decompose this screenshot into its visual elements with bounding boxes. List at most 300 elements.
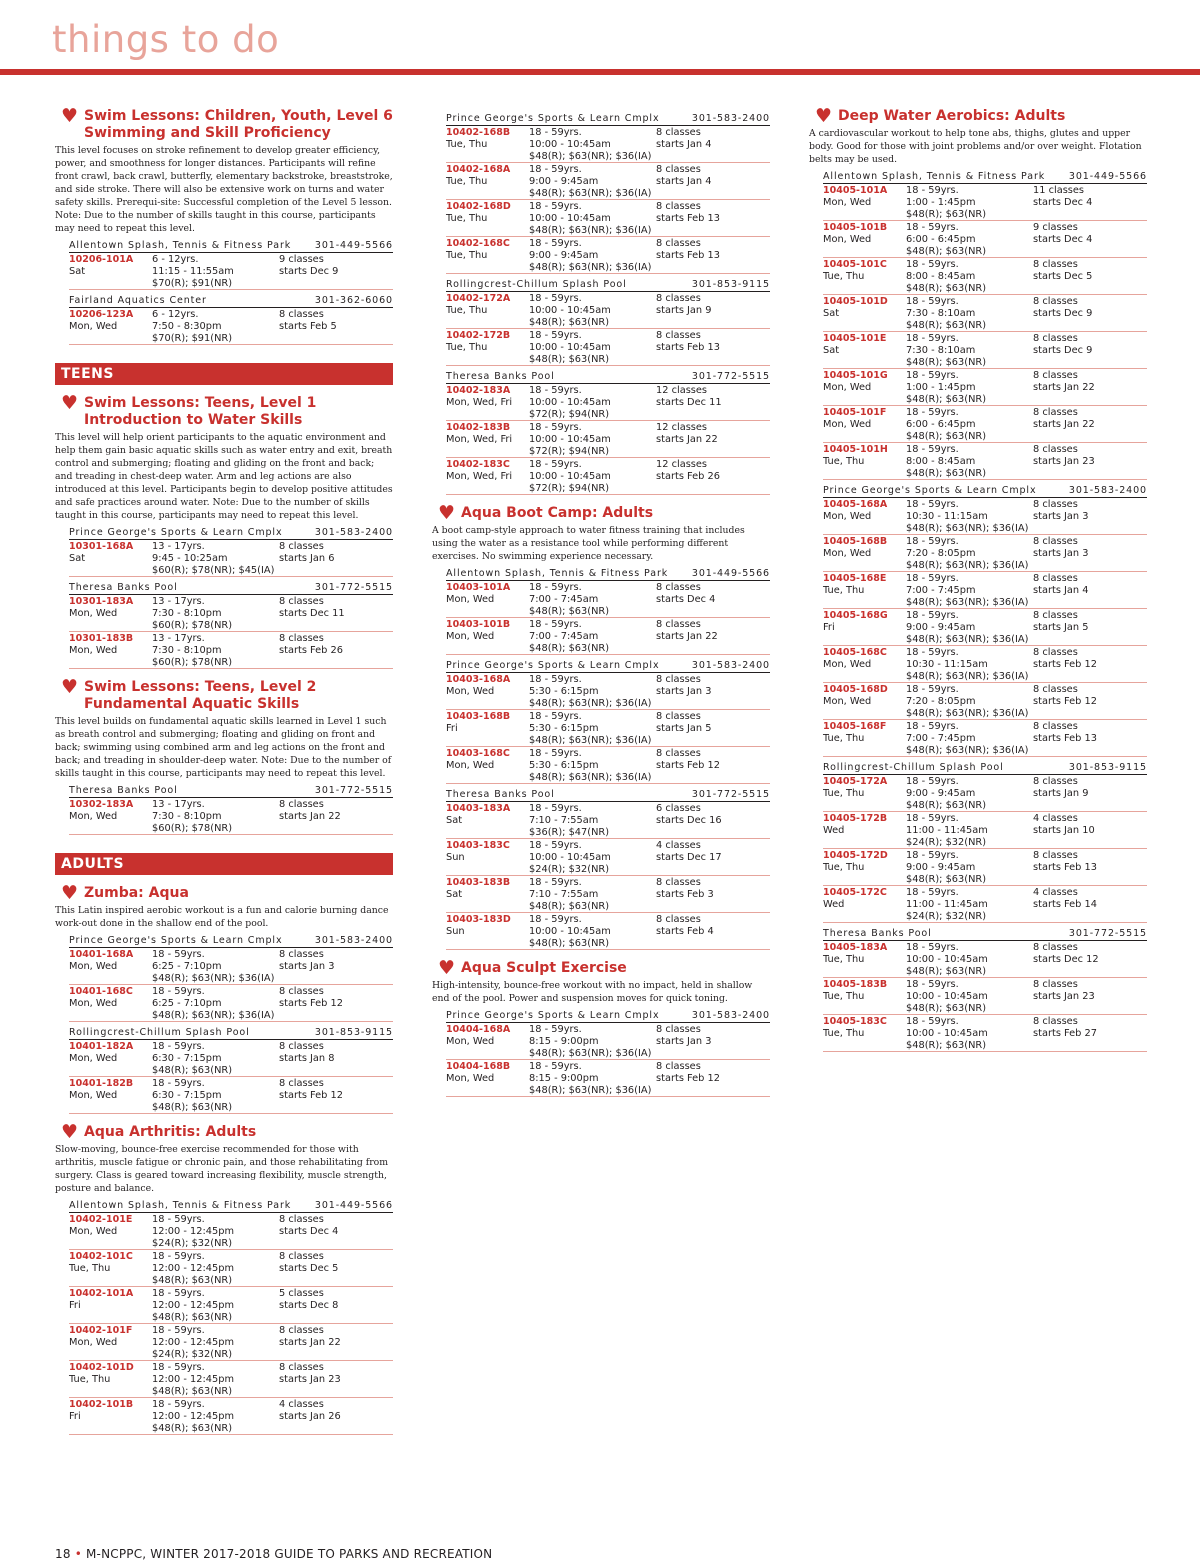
heart-icon: ♥ <box>438 502 456 524</box>
class-fee: $48(R); $63(NR); $36(IA) <box>529 225 652 236</box>
class-fee: $48(R); $63(NR); $36(IA) <box>529 735 652 746</box>
class-count: 8 classes <box>279 1214 324 1225</box>
class-count: 8 classes <box>656 914 701 925</box>
class-fee: $72(R); $94(NR) <box>529 446 610 457</box>
class-start: starts Dec 4 <box>279 1226 339 1237</box>
course-block <box>55 105 393 345</box>
class-fee: $48(R); $63(NR); $36(IA) <box>906 523 1029 534</box>
class-row <box>823 443 1147 480</box>
course-description: High-intensity, bounce-free workout with no impact, held in shallow end of the pool. Power and suspension moves for quick toning. <box>432 980 753 1004</box>
class-code[interactable]: 10402-168C <box>446 238 510 249</box>
class-code[interactable]: 10405-183A <box>823 942 888 953</box>
class-fee: $48(R); $63(NR) <box>152 1275 233 1286</box>
class-row <box>69 253 393 290</box>
class-code[interactable]: 10403-168A <box>446 674 511 685</box>
course-description: A boot camp-style approach to water fitness training that includes using the water as a resistance tool while performing different exercises. No swimming experience necessary. <box>432 525 745 562</box>
class-code[interactable]: 10405-101C <box>823 259 887 270</box>
class-time: 8:15 - 9:00pm <box>529 1036 599 1047</box>
class-days: Mon, Wed <box>823 382 872 393</box>
class-time: 12:00 - 12:45pm <box>152 1226 234 1237</box>
class-time: 1:00 - 1:45pm <box>906 382 976 393</box>
class-code[interactable]: 10301-183B <box>69 633 134 644</box>
location-name: Fairland Aquatics Center <box>69 295 207 306</box>
class-start: starts Feb 26 <box>279 645 343 656</box>
location-phone: 301-449-5566 <box>1068 171 1147 182</box>
class-time: 10:00 - 10:45am <box>906 991 988 1002</box>
class-time: 7:00 - 7:45pm <box>906 733 976 744</box>
course-description: This level will help orient participants to the aquatic environment and help them gain basic aquatic skills such as water entry and exit, breath control and submerging; floating and gliding on the front and back; and treading in chest-deep water. Arm and leg actions are also introduced at this level. Participants begin to develop positive attitudes and safe practices around water. Note: Due to the number of skills taught in this course, participants may need to repeat this level. <box>55 432 393 521</box>
class-time: 6:30 - 7:15pm <box>152 1053 222 1064</box>
class-start: starts Jan 23 <box>1033 991 1095 1002</box>
heart-icon: ♥ <box>61 882 79 904</box>
class-code[interactable]: 10403-168C <box>446 748 510 759</box>
location-phone: 301-583-2400 <box>691 1010 770 1021</box>
section-banner: ADULTS <box>55 853 393 875</box>
class-start: starts Dec 11 <box>279 608 345 619</box>
class-count: 8 classes <box>656 293 701 304</box>
class-fee: $48(R); $63(NR); $36(IA) <box>906 708 1029 719</box>
class-count: 4 classes <box>656 840 701 851</box>
class-start: starts Jan 22 <box>656 631 718 642</box>
class-days: Mon, Wed <box>446 594 495 605</box>
class-code[interactable]: 10401-182B <box>69 1078 134 1089</box>
class-row <box>446 1060 770 1097</box>
class-time: 7:30 - 8:10am <box>906 308 976 319</box>
class-code[interactable]: 10405-172C <box>823 887 887 898</box>
class-code[interactable]: 10405-101D <box>823 296 888 307</box>
class-days: Tue, Thu <box>823 1028 865 1039</box>
course-block <box>55 882 393 1114</box>
class-fee: $70(R); $91(NR) <box>152 278 233 289</box>
class-age: 18 - 59yrs. <box>529 238 582 249</box>
class-age: 18 - 59yrs. <box>529 877 582 888</box>
class-code[interactable]: 10405-101E <box>823 333 887 344</box>
class-age: 13 - 17yrs. <box>152 633 205 644</box>
class-row <box>446 384 770 421</box>
class-code[interactable]: 10302-183A <box>69 799 134 810</box>
location-header <box>823 760 1147 775</box>
class-age: 18 - 59yrs. <box>906 850 959 861</box>
class-days: Mon, Wed <box>69 998 118 1009</box>
class-row <box>823 221 1147 258</box>
class-count: 9 classes <box>279 254 324 265</box>
class-code[interactable]: 10405-183C <box>823 1016 887 1027</box>
location-header <box>69 1025 393 1040</box>
class-age: 18 - 59yrs. <box>152 1362 205 1373</box>
class-row <box>823 941 1147 978</box>
class-count: 8 classes <box>1033 573 1078 584</box>
class-count: 8 classes <box>1033 499 1078 510</box>
class-age: 18 - 59yrs. <box>906 1016 959 1027</box>
class-time: 5:30 - 6:15pm <box>529 686 599 697</box>
class-start: starts Feb 3 <box>656 889 714 900</box>
class-days: Sat <box>823 345 840 356</box>
class-start: starts Jan 3 <box>279 961 335 972</box>
class-days: Sat <box>69 553 86 564</box>
class-count: 4 classes <box>1033 813 1078 824</box>
class-start: starts Dec 4 <box>656 594 716 605</box>
course-description: Slow-moving, bounce-free exercise recommended for those with arthritis, muscle fatigue or chronic pain, and those rehabilitating from surgery. Class is geared toward increasing flexibility, muscle strength, posture and balance. <box>55 1144 389 1194</box>
class-fee: $48(R); $63(NR) <box>906 1003 987 1014</box>
class-code[interactable]: 10403-101B <box>446 619 511 630</box>
class-age: 18 - 59yrs. <box>152 1288 205 1299</box>
class-code[interactable]: 10405-168D <box>823 684 888 695</box>
location-name: Allentown Splash, Tennis & Fitness Park <box>823 171 1046 182</box>
class-code[interactable]: 10402-101B <box>69 1399 134 1410</box>
location-name: Rollingcrest-Chillum Splash Pool <box>823 762 1004 773</box>
class-count: 8 classes <box>1033 333 1078 344</box>
class-age: 18 - 59yrs. <box>529 385 582 396</box>
class-fee: $24(R); $32(NR) <box>906 911 987 922</box>
class-code[interactable]: 10403-168B <box>446 711 511 722</box>
class-fee: $48(R); $63(NR); $36(IA) <box>906 597 1029 608</box>
class-count: 5 classes <box>279 1288 324 1299</box>
heart-icon: ♥ <box>61 105 79 127</box>
class-age: 18 - 59yrs. <box>906 370 959 381</box>
class-fee: $60(R); $78(NR) <box>152 823 233 834</box>
location-header <box>446 277 770 292</box>
class-days: Sun <box>446 852 465 863</box>
class-start: starts Jan 23 <box>279 1374 341 1385</box>
class-row <box>69 1250 393 1287</box>
location-phone: 301-772-5515 <box>691 789 770 800</box>
class-age: 18 - 59yrs. <box>906 333 959 344</box>
class-fee: $60(R); $78(NR) <box>152 620 233 631</box>
class-count: 8 classes <box>1033 370 1078 381</box>
location-name: Allentown Splash, Tennis & Fitness Park <box>69 1200 292 1211</box>
class-row <box>823 978 1147 1015</box>
course-title-text: Aqua Boot Camp: Adults <box>461 505 654 521</box>
page-number: 18 <box>55 1547 71 1561</box>
class-count: 8 classes <box>279 1251 324 1262</box>
class-code[interactable]: 10402-183B <box>446 422 511 433</box>
class-start: starts Dec 9 <box>1033 308 1093 319</box>
class-start: starts Jan 4 <box>656 139 712 150</box>
class-days: Mon, Wed <box>823 548 872 559</box>
location-header <box>69 525 393 540</box>
class-time: 10:00 - 10:45am <box>906 1028 988 1039</box>
class-code[interactable]: 10402-101A <box>69 1288 134 1299</box>
class-fee: $48(R); $63(NR) <box>152 1102 233 1113</box>
class-days: Mon, Wed <box>446 1073 495 1084</box>
class-code[interactable]: 10402-168A <box>446 164 511 175</box>
class-row <box>823 812 1147 849</box>
class-days: Tue, Thu <box>823 954 865 965</box>
course-description: This Latin inspired aerobic workout is a fun and calorie burning dance work-out done in the shallow end of the pool. <box>55 905 389 929</box>
class-code[interactable]: 10206-123A <box>69 309 134 320</box>
location-phone: 301-772-5515 <box>1068 928 1147 939</box>
class-days: Sat <box>446 889 463 900</box>
class-code[interactable]: 10405-168C <box>823 647 887 658</box>
class-code[interactable]: 10405-101F <box>823 407 887 418</box>
class-row <box>823 369 1147 406</box>
schedule-table <box>432 111 770 495</box>
class-start: starts Dec 11 <box>656 397 722 408</box>
location-header <box>69 1198 393 1213</box>
class-count: 8 classes <box>656 711 701 722</box>
location-header <box>446 566 770 581</box>
class-age: 18 - 59yrs. <box>906 813 959 824</box>
class-fee: $48(R); $63(NR); $36(IA) <box>906 671 1029 682</box>
class-start: starts Jan 5 <box>1033 622 1089 633</box>
location-phone: 301-583-2400 <box>691 660 770 671</box>
class-fee: $48(R); $63(NR); $36(IA) <box>529 1085 652 1096</box>
class-row <box>69 798 393 835</box>
class-days: Mon, Wed <box>823 197 872 208</box>
class-start: starts Dec 9 <box>279 266 339 277</box>
course-title <box>55 676 393 713</box>
class-count: 12 classes <box>656 422 708 433</box>
class-code[interactable]: 10405-168E <box>823 573 887 584</box>
location-name: Prince George's Sports & Learn Cmplx <box>69 527 283 538</box>
class-fee: $48(R); $63(NR) <box>906 966 987 977</box>
class-code[interactable]: 10402-101F <box>69 1325 133 1336</box>
class-days: Fri <box>69 1300 81 1311</box>
class-start: starts Feb 5 <box>279 321 337 332</box>
class-code[interactable]: 10301-183A <box>69 596 134 607</box>
class-start: starts Dec 4 <box>1033 234 1093 245</box>
class-days: Sat <box>69 266 86 277</box>
class-code[interactable]: 10402-101D <box>69 1362 134 1373</box>
class-time: 7:00 - 7:45am <box>529 631 599 642</box>
class-start: starts Jan 22 <box>656 434 718 445</box>
class-fee: $48(R); $63(NR) <box>906 209 987 220</box>
class-code[interactable]: 10405-101G <box>823 370 888 381</box>
class-code[interactable]: 10402-168D <box>446 201 511 212</box>
class-code[interactable]: 10402-172A <box>446 293 511 304</box>
class-fee: $48(R); $63(NR) <box>529 938 610 949</box>
class-fee: $70(R); $91(NR) <box>152 333 233 344</box>
class-start: starts Feb 13 <box>656 342 720 353</box>
location-phone: 301-583-2400 <box>691 113 770 124</box>
class-code[interactable]: 10401-168A <box>69 949 134 960</box>
class-fee: $48(R); $63(NR) <box>906 431 987 442</box>
class-days: Tue, Thu <box>446 305 488 316</box>
location-name: Rollingcrest-Chillum Splash Pool <box>446 279 627 290</box>
class-days: Fri <box>69 1411 81 1422</box>
class-count: 8 classes <box>1033 684 1078 695</box>
class-start: starts Feb 13 <box>656 250 720 261</box>
class-start: starts Feb 14 <box>1033 899 1097 910</box>
class-code[interactable]: 10404-168B <box>446 1061 511 1072</box>
class-code[interactable]: 10402-183C <box>446 459 510 470</box>
heart-icon: ♥ <box>438 957 456 979</box>
class-age: 18 - 59yrs. <box>529 914 582 925</box>
course-block <box>55 392 393 669</box>
class-time: 6:25 - 7:10pm <box>152 961 222 972</box>
class-count: 8 classes <box>279 633 324 644</box>
class-fee: $48(R); $63(NR) <box>906 357 987 368</box>
class-days: Mon, Wed, Fri <box>446 397 513 408</box>
class-fee: $48(R); $63(NR) <box>906 320 987 331</box>
class-days: Mon, Wed <box>69 1337 118 1348</box>
location-name: Prince George's Sports & Learn Cmplx <box>446 113 660 124</box>
class-code[interactable]: 10405-101H <box>823 444 888 455</box>
class-count: 8 classes <box>656 1024 701 1035</box>
class-code[interactable]: 10404-168A <box>446 1024 511 1035</box>
class-code[interactable]: 10403-183A <box>446 803 511 814</box>
class-code[interactable]: 10405-172B <box>823 813 888 824</box>
class-time: 9:00 - 9:45am <box>906 622 976 633</box>
location-phone: 301-583-2400 <box>314 935 393 946</box>
class-code[interactable]: 10401-182A <box>69 1041 134 1052</box>
location-phone: 301-362-6060 <box>314 295 393 306</box>
class-time: 9:00 - 9:45am <box>529 250 599 261</box>
class-age: 6 - 12yrs. <box>152 309 199 320</box>
location-header <box>446 1008 770 1023</box>
class-code[interactable]: 10405-101A <box>823 185 888 196</box>
class-start: starts Jan 3 <box>656 686 712 697</box>
location-header <box>69 580 393 595</box>
location-name: Theresa Banks Pool <box>69 785 178 796</box>
class-age: 18 - 59yrs. <box>529 330 582 341</box>
class-start: starts Feb 4 <box>656 926 714 937</box>
class-code[interactable]: 10402-101E <box>69 1214 133 1225</box>
class-days: Mon, Wed <box>823 659 872 670</box>
course-block <box>55 1121 393 1435</box>
class-row <box>446 126 770 163</box>
class-age: 18 - 59yrs. <box>529 803 582 814</box>
class-row <box>446 163 770 200</box>
class-count: 8 classes <box>279 541 324 552</box>
course-block <box>432 957 770 1097</box>
class-count: 8 classes <box>279 596 324 607</box>
class-code[interactable]: 10405-172D <box>823 850 888 861</box>
class-days: Tue, Thu <box>823 271 865 282</box>
class-count: 8 classes <box>1033 979 1078 990</box>
class-fee: $24(R); $32(NR) <box>152 1238 233 1249</box>
class-age: 18 - 59yrs. <box>152 1078 205 1089</box>
class-count: 4 classes <box>1033 887 1078 898</box>
class-days: Mon, Wed <box>69 811 118 822</box>
class-time: 8:00 - 8:45am <box>906 271 976 282</box>
class-code[interactable]: 10403-101A <box>446 582 511 593</box>
class-start: starts Jan 26 <box>279 1411 341 1422</box>
class-start: starts Jan 4 <box>1033 585 1089 596</box>
class-age: 18 - 59yrs. <box>906 407 959 418</box>
class-age: 18 - 59yrs. <box>906 776 959 787</box>
class-start: starts Dec 8 <box>279 1300 339 1311</box>
class-days: Mon, Wed <box>446 1036 495 1047</box>
class-row <box>69 1361 393 1398</box>
class-count: 8 classes <box>656 582 701 593</box>
class-code[interactable]: 10405-183B <box>823 979 888 990</box>
class-start: starts Feb 13 <box>1033 862 1097 873</box>
class-code[interactable]: 10402-172B <box>446 330 511 341</box>
class-row <box>446 458 770 495</box>
class-time: 6:00 - 6:45pm <box>906 419 976 430</box>
class-days: Tue, Thu <box>823 862 865 873</box>
location-name: Rollingcrest-Chillum Splash Pool <box>69 1027 250 1038</box>
column-1 <box>55 105 393 1435</box>
class-days: Mon, Wed <box>69 1090 118 1101</box>
class-days: Mon, Wed <box>446 686 495 697</box>
class-days: Mon, Wed, Fri <box>446 434 513 445</box>
course-title-text: Deep Water Aerobics: Adults <box>838 108 1066 124</box>
class-code[interactable]: 10405-168A <box>823 499 888 510</box>
class-age: 13 - 17yrs. <box>152 541 205 552</box>
class-fee: $48(R); $63(NR); $36(IA) <box>906 634 1029 645</box>
class-count: 8 classes <box>656 1061 701 1072</box>
location-header <box>823 169 1147 184</box>
class-time: 9:45 - 10:25am <box>152 553 228 564</box>
class-start: starts Feb 12 <box>656 1073 720 1084</box>
class-count: 8 classes <box>279 1078 324 1089</box>
class-time: 12:00 - 12:45pm <box>152 1411 234 1422</box>
class-start: starts Jan 8 <box>279 1053 335 1064</box>
class-row <box>446 421 770 458</box>
class-row <box>69 1077 393 1114</box>
class-days: Mon, Wed <box>823 419 872 430</box>
class-row <box>446 200 770 237</box>
class-days: Tue, Thu <box>823 788 865 799</box>
class-time: 10:00 - 10:45am <box>529 434 611 445</box>
class-fee: $48(R); $63(NR) <box>906 874 987 885</box>
location-header <box>446 658 770 673</box>
class-row <box>69 1287 393 1324</box>
class-time: 10:00 - 10:45am <box>529 139 611 150</box>
class-code[interactable]: 10405-168B <box>823 536 888 547</box>
class-fee: $48(R); $63(NR) <box>906 394 987 405</box>
class-fee: $48(R); $63(NR); $36(IA) <box>152 1010 275 1021</box>
location-name: Prince George's Sports & Learn Cmplx <box>823 485 1037 496</box>
class-row <box>823 609 1147 646</box>
class-time: 8:00 - 8:45am <box>906 456 976 467</box>
class-code[interactable]: 10405-172A <box>823 776 888 787</box>
class-fee: $48(R); $63(NR); $36(IA) <box>529 262 652 273</box>
class-code[interactable]: 10402-168B <box>446 127 511 138</box>
class-start: starts Jan 5 <box>656 723 712 734</box>
class-age: 18 - 59yrs. <box>529 840 582 851</box>
class-row <box>69 985 393 1022</box>
class-code[interactable]: 10403-183B <box>446 877 511 888</box>
class-code[interactable]: 10402-101C <box>69 1251 133 1262</box>
class-time: 12:00 - 12:45pm <box>152 1263 234 1274</box>
class-start: starts Jan 4 <box>656 176 712 187</box>
class-age: 18 - 59yrs. <box>529 711 582 722</box>
class-count: 8 classes <box>656 127 701 138</box>
class-code[interactable]: 10401-168C <box>69 986 133 997</box>
class-code[interactable]: 10403-183C <box>446 840 510 851</box>
class-start: starts Jan 3 <box>1033 548 1089 559</box>
class-fee: $48(R); $63(NR) <box>152 1423 233 1434</box>
class-code[interactable]: 10301-168A <box>69 541 134 552</box>
class-code[interactable]: 10405-101B <box>823 222 888 233</box>
class-code[interactable]: 10403-183D <box>446 914 511 925</box>
class-time: 10:00 - 10:45am <box>529 213 611 224</box>
class-row <box>823 295 1147 332</box>
location-phone: 301-449-5566 <box>691 568 770 579</box>
class-code[interactable]: 10405-168F <box>823 721 887 732</box>
class-days: Mon, Wed <box>823 234 872 245</box>
class-code[interactable]: 10206-101A <box>69 254 134 265</box>
class-row <box>446 876 770 913</box>
class-code[interactable]: 10402-183A <box>446 385 511 396</box>
class-age: 18 - 59yrs. <box>906 684 959 695</box>
class-count: 8 classes <box>1033 776 1078 787</box>
class-days: Tue, Thu <box>446 213 488 224</box>
class-age: 18 - 59yrs. <box>906 647 959 658</box>
class-age: 18 - 59yrs. <box>906 610 959 621</box>
class-count: 9 classes <box>1033 222 1078 233</box>
class-start: starts Jan 10 <box>1033 825 1095 836</box>
heart-icon: ♥ <box>61 1121 79 1143</box>
class-time: 8:15 - 9:00pm <box>529 1073 599 1084</box>
location-phone: 301-853-9115 <box>1068 762 1147 773</box>
class-code[interactable]: 10405-168G <box>823 610 888 621</box>
class-time: 7:20 - 8:05pm <box>906 548 976 559</box>
class-time: 5:30 - 6:15pm <box>529 760 599 771</box>
